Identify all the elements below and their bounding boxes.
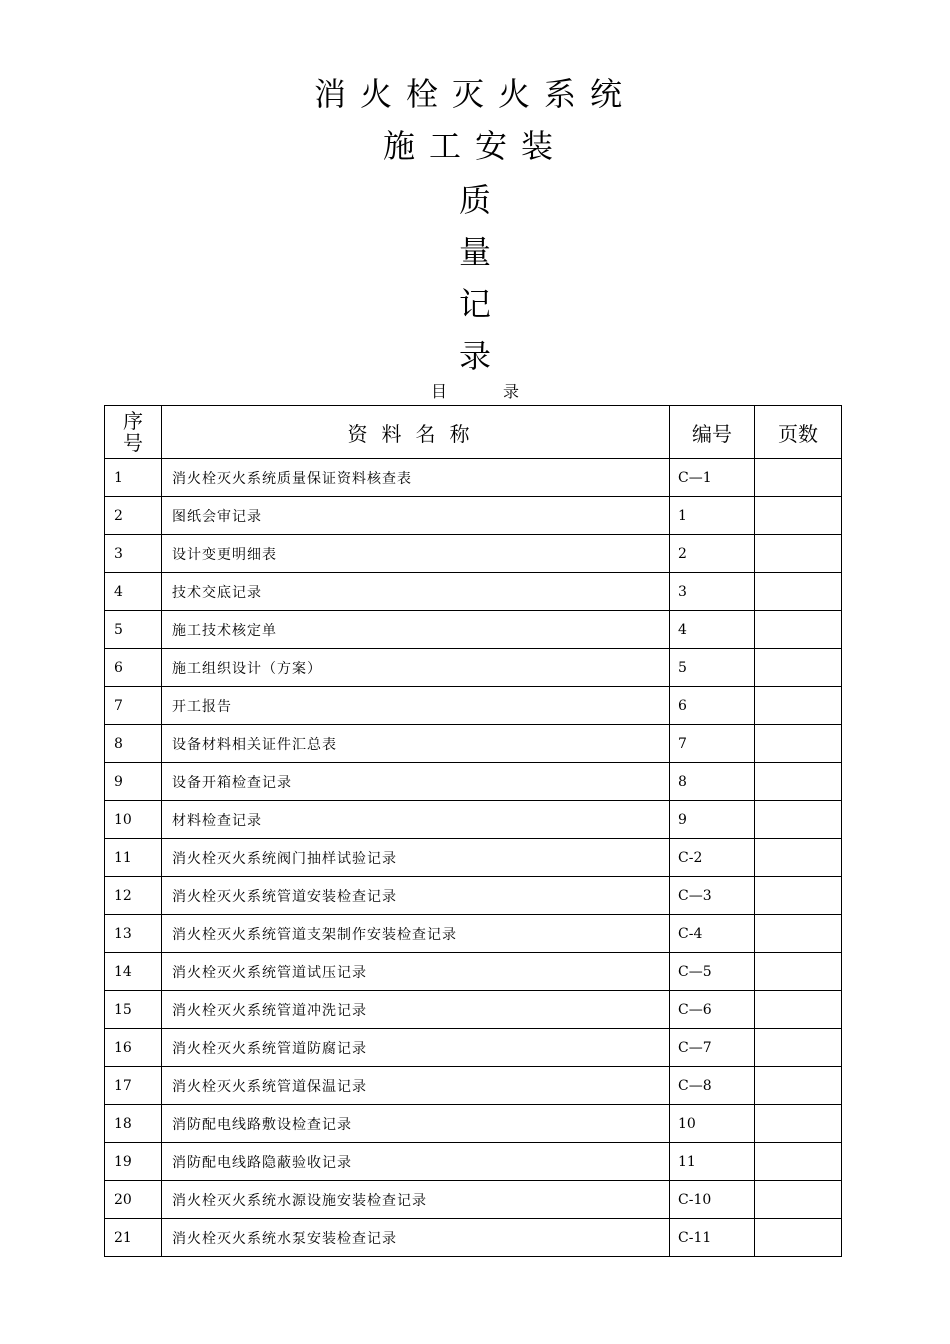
- row-code: C—5: [670, 953, 755, 991]
- row-name: 设备开箱检查记录: [162, 763, 670, 801]
- row-code: 6: [670, 687, 755, 725]
- row-seq: 15: [105, 991, 162, 1029]
- row-code: 7: [670, 725, 755, 763]
- row-pages: [755, 497, 842, 535]
- row-seq: 17: [105, 1067, 162, 1105]
- row-code: C-10: [670, 1181, 755, 1219]
- table-row: [105, 763, 842, 801]
- row-code: C—3: [670, 877, 755, 915]
- row-seq: 20: [105, 1181, 162, 1219]
- row-seq: 18: [105, 1105, 162, 1143]
- row-code: C—7: [670, 1029, 755, 1067]
- row-name: 施工组织设计（方案）: [162, 649, 670, 687]
- row-seq: 14: [105, 953, 162, 991]
- toc-header-row: [105, 406, 842, 459]
- row-name: 消火栓灭火系统水源设施安装检查记录: [162, 1181, 670, 1219]
- document-title-vertical-char: 质: [458, 181, 491, 219]
- row-pages: [755, 611, 842, 649]
- row-code: 11: [670, 1143, 755, 1181]
- row-code: C—1: [670, 459, 755, 497]
- row-pages: [755, 459, 842, 497]
- table-row: [105, 573, 842, 611]
- table-row: [105, 649, 842, 687]
- table-row: [105, 535, 842, 573]
- row-code: 4: [670, 611, 755, 649]
- row-name: 技术交底记录: [162, 573, 670, 611]
- row-code: C—8: [670, 1067, 755, 1105]
- row-pages: [755, 687, 842, 725]
- header-pages: 页数: [755, 406, 842, 459]
- row-code: 10: [670, 1105, 755, 1143]
- row-code: 5: [670, 649, 755, 687]
- header-code: 编号: [670, 406, 755, 459]
- table-row: [105, 991, 842, 1029]
- row-name: 消防配电线路敷设检查记录: [162, 1105, 670, 1143]
- row-seq: 3: [105, 535, 162, 573]
- row-pages: [755, 1219, 842, 1257]
- row-code: C-11: [670, 1219, 755, 1257]
- row-pages: [755, 839, 842, 877]
- row-name: 施工技术核定单: [162, 611, 670, 649]
- row-name: 消火栓灭火系统管道支架制作安装检查记录: [162, 915, 670, 953]
- row-seq: 21: [105, 1219, 162, 1257]
- row-code: 9: [670, 801, 755, 839]
- document-title-vertical-char: 录: [458, 337, 491, 375]
- table-row: [105, 877, 842, 915]
- row-name: 消火栓灭火系统管道冲洗记录: [162, 991, 670, 1029]
- header-name: [162, 406, 670, 459]
- row-seq: 16: [105, 1029, 162, 1067]
- row-pages: [755, 1029, 842, 1067]
- row-code: 8: [670, 763, 755, 801]
- row-seq: 19: [105, 1143, 162, 1181]
- row-name: 消火栓灭火系统管道安装检查记录: [162, 877, 670, 915]
- row-name: 消防配电线路隐蔽验收记录: [162, 1143, 670, 1181]
- row-pages: [755, 991, 842, 1029]
- table-row: [105, 687, 842, 725]
- table-row: [105, 611, 842, 649]
- row-pages: [755, 1143, 842, 1181]
- row-name: 消火栓灭火系统阀门抽样试验记录: [162, 839, 670, 877]
- row-code: C-2: [670, 839, 755, 877]
- row-name: 消火栓灭火系统水泵安装检查记录: [162, 1219, 670, 1257]
- row-seq: 2: [105, 497, 162, 535]
- row-name: 图纸会审记录: [162, 497, 670, 535]
- document-title-vertical-char: 量: [458, 233, 491, 271]
- header-seq-bottom: 号: [123, 431, 143, 455]
- row-code: C—6: [670, 991, 755, 1029]
- table-row: [105, 915, 842, 953]
- row-pages: [755, 535, 842, 573]
- row-pages: [755, 1105, 842, 1143]
- row-seq: 10: [105, 801, 162, 839]
- table-row: [105, 1181, 842, 1219]
- toc-heading-left: 目: [430, 382, 447, 401]
- toc-heading-right: 录: [503, 382, 520, 401]
- table-row: [105, 839, 842, 877]
- row-pages: [755, 725, 842, 763]
- row-name: 设备材料相关证件汇总表: [162, 725, 670, 763]
- row-name: 消火栓灭火系统质量保证资料核查表: [162, 459, 670, 497]
- row-pages: [755, 801, 842, 839]
- row-seq: 9: [105, 763, 162, 801]
- row-pages: [755, 763, 842, 801]
- table-row: [105, 1143, 842, 1181]
- row-name: 开工报告: [162, 687, 670, 725]
- document-title-line-1: 消火栓灭火系统: [313, 75, 636, 113]
- header-seq-top: 序: [123, 409, 143, 433]
- row-seq: 5: [105, 611, 162, 649]
- table-row: [105, 497, 842, 535]
- toc-heading: [0, 382, 950, 402]
- row-pages: [755, 573, 842, 611]
- table-row: [105, 1067, 842, 1105]
- row-seq: 7: [105, 687, 162, 725]
- table-row: [105, 1105, 842, 1143]
- row-name: 材料检查记录: [162, 801, 670, 839]
- row-seq: 12: [105, 877, 162, 915]
- table-row: [105, 801, 842, 839]
- row-code: C-4: [670, 915, 755, 953]
- row-pages: [755, 953, 842, 991]
- row-pages: [755, 877, 842, 915]
- toc-table: [104, 405, 842, 1257]
- row-code: 3: [670, 573, 755, 611]
- row-code: 2: [670, 535, 755, 573]
- row-seq: 6: [105, 649, 162, 687]
- header-seq: [105, 406, 162, 459]
- row-name: 设计变更明细表: [162, 535, 670, 573]
- row-seq: 8: [105, 725, 162, 763]
- document-title-line-2: 施工安装: [382, 127, 567, 165]
- row-seq: 1: [105, 459, 162, 497]
- table-row: [105, 1219, 842, 1257]
- table-row: [105, 1029, 842, 1067]
- table-row: [105, 725, 842, 763]
- row-name: 消火栓灭火系统管道保温记录: [162, 1067, 670, 1105]
- row-pages: [755, 1067, 842, 1105]
- row-name: 消火栓灭火系统管道防腐记录: [162, 1029, 670, 1067]
- row-code: 1: [670, 497, 755, 535]
- row-pages: [755, 649, 842, 687]
- row-seq: 4: [105, 573, 162, 611]
- table-row: [105, 459, 842, 497]
- row-pages: [755, 915, 842, 953]
- table-row: [105, 953, 842, 991]
- row-name: 消火栓灭火系统管道试压记录: [162, 953, 670, 991]
- row-seq: 13: [105, 915, 162, 953]
- document-title-vertical-char: 记: [458, 285, 491, 323]
- row-seq: 11: [105, 839, 162, 877]
- header-name-label: 资料名称: [347, 421, 484, 446]
- row-pages: [755, 1181, 842, 1219]
